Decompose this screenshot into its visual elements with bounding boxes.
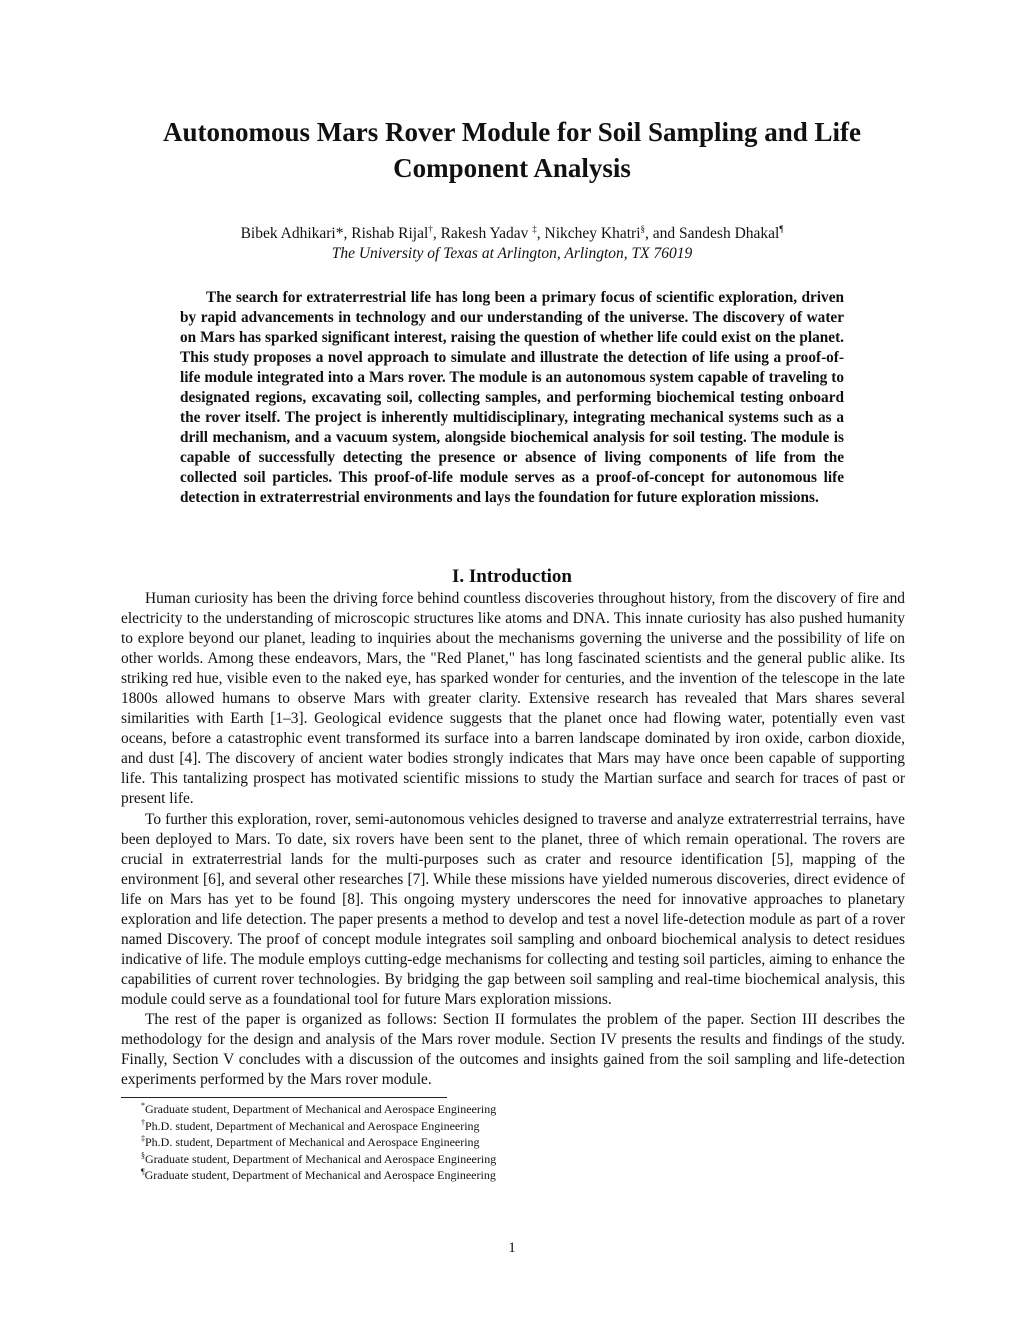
author-mark: § xyxy=(640,223,646,234)
introduction-body xyxy=(121,589,905,1090)
affiliation: The University of Texas at Arlington, Arlington, TX 76019 xyxy=(331,245,693,262)
section-heading: I. Introduction xyxy=(451,566,572,587)
author-mark: * xyxy=(335,225,344,242)
footnote-mark: ‡ xyxy=(141,1134,145,1143)
footnote-text: Ph.D. student, Department of Mechanical and Aerospace Engineering xyxy=(145,1135,480,1149)
footnote xyxy=(141,1134,741,1151)
author-separator: , xyxy=(343,225,352,242)
footnote-divider xyxy=(121,1097,447,1098)
page-number: 1 xyxy=(508,1240,516,1256)
author-name: Rakesh Yadav xyxy=(440,225,529,242)
author-mark: † xyxy=(428,223,433,234)
author-separator: , and xyxy=(645,225,680,242)
author-name: Bibek Adhikari xyxy=(240,225,336,242)
footnote-text: Graduate student, Department of Mechanical and Aerospace Engineering xyxy=(144,1168,496,1182)
footnote-mark: † xyxy=(141,1117,145,1127)
author-name: Nikchey Khatri xyxy=(544,225,641,242)
author-name: Rishab Rijal xyxy=(351,225,429,242)
author-separator: , xyxy=(536,225,545,242)
footnote-text: Graduate student, Department of Mechanical and Aerospace Engineering xyxy=(145,1151,497,1166)
author-separator: , xyxy=(432,225,441,242)
footnote-mark: § xyxy=(141,1150,145,1160)
paper-title: Autonomous Mars Rover Module for Soil Sampling and Life Component Analysis xyxy=(162,117,862,183)
author-name: Sandesh Dhakal xyxy=(679,225,780,242)
footnote-mark: * xyxy=(141,1101,145,1110)
body-paragraph: Human curiosity has been the driving force behind countless discoveries throughout history, from the discovery of fire and electricity to the understanding of microscopic structures like atoms and DNA. This innate curiosity has also pushed humanity to explore beyond our planet, leading to inquiries about the mechanisms governing the universe and the possibility of life on other worlds. Among these endeavors, Mars, the "Red Planet," has long fascinated scientists and the general public alike. Its striking red hue, visible even to the naked eye, has sparked wonder for centuries, and the invention of the telescope in the late 1800s allowed humans to observe Mars with greater clarity. Extensive research has revealed that Mars shares several similarities with Earth [1–3]. Geological evidence suggests that the planet once had flowing water, potentially even vast oceans, before a catastrophic event transformed its surface into a barren landscape dominated by iron oxide, carbon dioxide, and dust [4]. The discovery of ancient water bodies strongly indicates that Mars may have once been capable of supporting life. This tantalizing prospect has motivated scientific missions to study the Martian surface and search for traces of past or present life. xyxy=(121,590,905,808)
body-paragraph: To further this exploration, rover, semi-autonomous vehicles designed to traverse and analyze extraterrestrial terrains, have been deployed to Mars. To date, six rovers have been sent to the planet, three of which remain operational. The rovers are crucial in extraterrestrial lands for the multi-purposes such as crater and resource identification [5], mapping of the environment [6], and several other researches [7]. While these missions have yielded numerous discoveries, direct evidence of life on Mars has yet to be found [8]. This ongoing mystery underscores the need for innovative approaches to planetary exploration and life detection. The paper presents a method to develop and test a novel life-detection module as part of a rover named Discovery. The proof of concept module integrates soil sampling and onboard biochemical analysis to detect residues indicative of life. The module employs cutting-edge mechanisms for collecting and testing soil particles, aiming to enhance the capabilities of current rover technologies. By bridging the gap between soil sampling and real-time biochemical analysis, this module could serve as a foundational tool for future Mars exploration missions. xyxy=(121,810,905,1008)
footnote xyxy=(141,1118,741,1135)
author-list xyxy=(100,224,924,244)
footnote xyxy=(141,1151,741,1168)
footnote-mark: ¶ xyxy=(141,1167,145,1176)
footnote-text: Ph.D. student, Department of Mechanical and Aerospace Engineering xyxy=(145,1118,480,1133)
author-mark: ¶ xyxy=(779,223,784,234)
body-paragraph: The rest of the paper is organized as follows: Section II formulates the problem of the paper. Section III describes the methodology for the design and analysis of the Mars rover module. Section IV presents the results and findings of the study. Finally, Section V concludes with a discussion of the outcomes and insights gained from the soil sampling and life-detection experiments performed by the Mars rover module. xyxy=(121,1010,905,1089)
footnote xyxy=(141,1101,741,1118)
footnotes xyxy=(141,1101,741,1184)
footnote-text: Graduate student, Department of Mechanical and Aerospace Engineering xyxy=(145,1102,497,1116)
author-mark: ‡ xyxy=(532,223,537,234)
abstract: The search for extraterrestrial life has long been a primary focus of scientific exploration, driven by rapid advancements in technology and our understanding of the universe. The discovery of water on Mars has sparked significant interest, raising the question of whether life could exist on the planet. This study proposes a novel approach to simulate and illustrate the detection of life using a proof-of-life module integrated into a Mars rover. The module is an autonomous system capable of traveling to designated regions, excavating soil, collecting samples, and performing biochemical testing onboard the rover itself. The project is inherently multidisciplinary, integrating mechanical systems such as a drill mechanism, and a vacuum system, alongside biochemical analysis for soil testing. The module is capable of successfully detecting the presence or absence of living components of life from the collected soil particles. This proof-of-life module serves as a proof-of-concept for autonomous life detection in extraterrestrial environments and lays the foundation for future exploration missions. xyxy=(180,289,844,507)
footnote xyxy=(141,1167,741,1184)
